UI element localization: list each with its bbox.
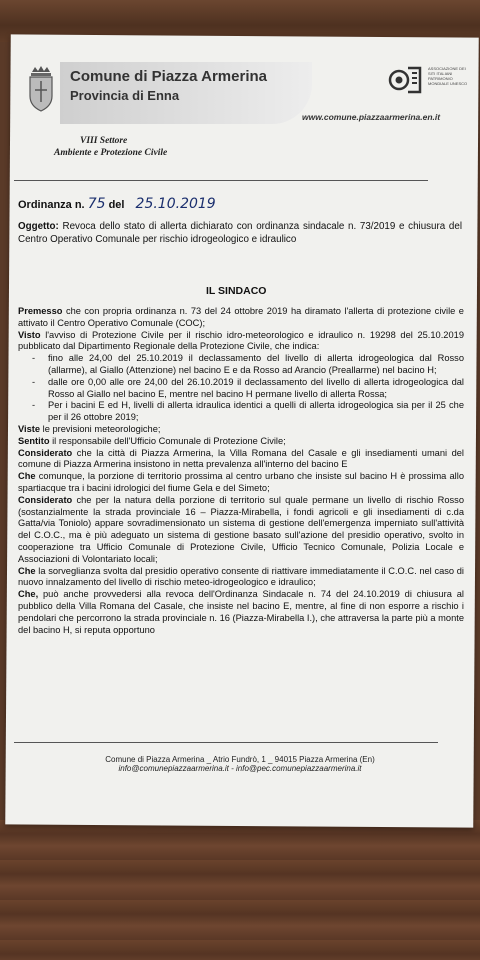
comune-title: Comune di Piazza Armerina <box>70 68 267 85</box>
che-paragraph <box>18 589 464 636</box>
sentito-paragraph <box>18 436 464 448</box>
ambiente-label: Ambiente e Protezione Civile <box>54 148 168 158</box>
che-text: può anche provvedersi alla revoca dell'Ordinanza Sindacale n. 74 del 24.10.2019 di chiusura al pubblico della Villa Romana del Casale, che insiste nel bacino E, mentre, al fine di non esporre a rischio i pendolari che percorrono la strada provinciale n. 16 (Piazza-Mirabella I.), che attraversa la parte più a monte del bacino H, si reputa opportuno <box>18 589 464 635</box>
che-label: Che, <box>18 589 39 600</box>
footer-emails: info@comunepiazzaarmerina.it - info@pec.comunepiazzaarmerina.it <box>118 764 362 773</box>
considerato-label: Considerato <box>18 494 73 505</box>
website-link[interactable]: www.comune.piazzaarmerina.en.it <box>302 112 441 122</box>
wood-background-bottom <box>0 820 480 960</box>
unesco-association-text: ASSOCIAZIONE DEI SITI ITALIANI PATRIMONIO MONDIALE UNESCO <box>428 66 468 86</box>
section-heading: IL SINDACO <box>206 285 267 297</box>
che-text: comunque, la porzione di territorio prossima al centro urbano che insiste sul bacino H è prossima allo spartiacque tra i bacini idrologici del fiume Gela e del Simeto; <box>18 471 464 493</box>
footer-address: Comune di Piazza Armerina _ Atrio Fundrò, 1 _ 94015 Piazza Armerina (En) <box>105 755 375 764</box>
visto-text: l'avviso di Protezione Civile per il rischio idro-meteorologico e idraulico n. 19298 del 25.10.2019 pubblicato dal Dipartimento Regionale della Protezione Civile, che indica: <box>18 329 464 352</box>
viste-label: Viste <box>18 423 41 434</box>
considerato-label: Considerato <box>18 447 73 458</box>
settore-label: VIII Settore <box>80 136 128 146</box>
provincia-subtitle: Provincia di Enna <box>70 88 180 103</box>
ordinanza-date: 25.10.2019 <box>135 196 216 212</box>
che-label: Che <box>18 565 36 576</box>
che-label: Che <box>18 471 36 482</box>
header-divider <box>14 180 428 181</box>
oggetto-paragraph <box>18 220 462 246</box>
visto-label: Visto <box>18 329 41 340</box>
che-paragraph <box>18 471 464 495</box>
viste-paragraph <box>18 424 464 436</box>
considerato-text: che per la natura della porzione di territorio sul quale permane un livello di rischio Rosso (sostanzialmente la strada provinciale 16 – Piazza-Mirabella, i fondi agricoli e gli insediamenti di c.da Gatta/via Toniolo) appare sovradimensionato un sistema di gestione dell'emergenza imperniato sull'attività del C.O.C., ma è più adeguato un sistema di gestione basato sull'azione del presidio operativo, svolto in cooperazione tra Ufficio Comunale di Protezione Civile, Ufficio Tecnico Comunale, Polizia Locale e Associazioni di Volontariato locali; <box>18 494 464 564</box>
che-text: la sorveglianza svolta dal presidio operativo consente di riattivare immediatamente il C.O.C. nel caso di nuovo innalzamento del livello di rischio meteo-idrogeologico e idraulico; <box>18 565 465 588</box>
oggetto-label: Oggetto: <box>18 221 59 232</box>
premesso-label: Premesso <box>18 306 63 316</box>
che-paragraph <box>18 566 464 590</box>
viste-text: le previsioni meteorologiche; <box>42 423 161 434</box>
municipal-crest-icon <box>26 66 56 112</box>
oggetto-text: Revoca dello stato di allerta dichiarato con ordinanza sindacale n. 73/2019 e chiusura del Centro Operativo Comunale per rischio idrogeologico e idraulico <box>18 221 462 245</box>
unesco-association-logo-icon <box>388 64 426 96</box>
premesso-text: che con propria ordinanza n. 73 del 24 ottobre 2019 ha diramato l'allerta di protezione civile e attivato il Centro Operativo Comunale (COC); <box>18 306 464 328</box>
considerato-text: che la città di Piazza Armerina, la Villa Romana del Casale e gli insediamenti umani del comune di Piazza Armerina insistono in netta prevalenza all'interno del bacino E <box>18 447 464 470</box>
list-item: - fino alle 24,00 del 25.10.2019 il declassamento del livello di allerta idrogeologica dal Rosso (allarme), al Giallo (Attenzione) nel bacino E e da Rosso ad Arancio (Preallarme) nel bacino H; <box>18 353 464 377</box>
ordinanza-line <box>18 196 216 212</box>
sentito-text: il responsabile dell'Ufficio Comunale di Protezione Civile; <box>52 435 286 446</box>
sentito-label: Sentito <box>18 435 50 446</box>
considerato-paragraph <box>18 448 464 472</box>
footer-divider <box>14 742 438 743</box>
page-footer <box>0 755 480 773</box>
ordinanza-number: 75 <box>87 196 106 212</box>
visto-paragraph <box>18 330 464 354</box>
premesso-paragraph <box>18 306 464 330</box>
ordinanza-del-label: del <box>108 199 125 211</box>
considerato-paragraph <box>18 495 464 566</box>
list-item: - Per i bacini E ed H, livelli di allerta idraulica identici a quelli di allerta idrogeologica sia per il 25 che per il 26 ottobre 2019; <box>18 400 464 424</box>
document-body <box>18 306 464 636</box>
list-item: - dalle ore 0,00 alle ore 24,00 del 26.10.2019 il declassamento del livello di allerta idrogeologica dal Rosso al Giallo nel bacino E, mentre nel bacino H permane livello di allerta Rossa; <box>18 377 464 401</box>
ordinanza-label: Ordinanza n. <box>18 199 85 211</box>
